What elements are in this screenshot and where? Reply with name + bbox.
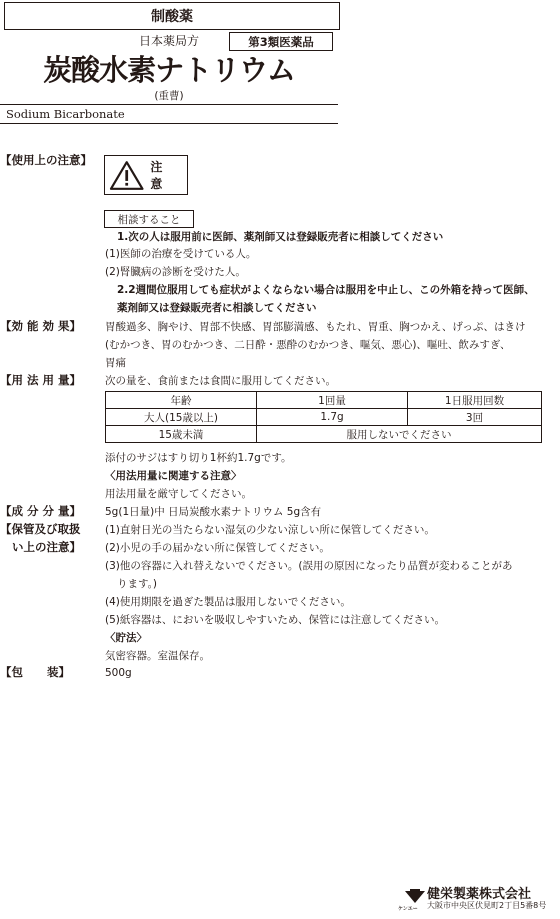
caution-label: 注 意 <box>150 160 166 191</box>
storage-item: (4)使用期限を過ぎた製品は服用しないでください。 <box>105 596 351 608</box>
dosage-related-heading: 〈用法用量に関連する注意〉 <box>105 470 242 482</box>
storage-label: 【保管及び取扱 <box>0 522 81 536</box>
storage-label-cont: い上の注意】 <box>12 540 81 554</box>
header-divider-bottom <box>0 123 338 124</box>
efficacy-line: 胃酸過多、胸やけ、胃部不快感、胃部膨満感、もたれ、胃重、胸つかえ、げっぷ、はきけ <box>105 321 526 333</box>
package-label: 【包 装】 <box>0 665 71 679</box>
table-cell: 15歳未満 <box>106 426 257 443</box>
efficacy-line: 胃痛 <box>105 357 126 369</box>
ingredients-text: 5g(1日量)中 日局炭酸水素ナトリウム 5g含有 <box>105 506 322 518</box>
storage-item: (3)他の容器に入れ替えないでください。(誤用の原因になったり品質が変わることがあ <box>105 560 513 572</box>
table-cell: 服用しないでください <box>257 426 542 443</box>
dosage-label: 【用 法 用 量】 <box>0 373 82 387</box>
storage-item: (1)直射日光の当たらない湿気の少ない涼しい所に保管してください。 <box>105 524 435 536</box>
table-header-cell: 1日服用回数 <box>408 392 542 409</box>
storage-method-heading: 〈貯法〉 <box>105 632 147 644</box>
company-address: 大阪市中央区伏見町2丁目5番8号 <box>427 901 547 910</box>
category-label: 制酸薬 <box>151 9 193 25</box>
dosage-intro: 次の量を、食前または食間に服用してください。 <box>105 375 336 387</box>
logo-text: ケンエー <box>398 906 418 912</box>
precautions-label: 【使用上の注意】 <box>0 153 92 167</box>
dosage-related-text: 用法用量を厳守してください。 <box>105 488 252 500</box>
warning-triangle-icon <box>109 159 144 191</box>
consult-label: 相談すること <box>117 213 181 226</box>
storage-method-text: 気密容器。室温保存。 <box>105 650 210 662</box>
precaution-item: (1)医師の治療を受けている人。 <box>105 248 257 260</box>
company-name: 健栄製薬株式会社 <box>427 887 532 902</box>
product-title: 炭酸水素ナトリウム <box>43 53 295 87</box>
table-row <box>106 426 542 443</box>
table-cell: 大人(15歳以上) <box>106 409 257 426</box>
category-box <box>4 2 340 30</box>
consult-box <box>104 210 194 228</box>
storage-item: ります。) <box>117 578 158 590</box>
storage-item: (5)紙容器は、においを吸収しやすいため、保管には注意してください。 <box>105 614 445 626</box>
caution-box <box>104 155 188 195</box>
table-cell: 1.7g <box>257 409 408 426</box>
precaution-item: 薬剤師又は登録販売者に相談してください <box>117 302 317 314</box>
header-divider <box>0 104 338 105</box>
table-header-row <box>106 392 542 409</box>
precaution-item: (2)腎臓病の診断を受けた人。 <box>105 266 246 278</box>
precaution-item: 1.次の人は服用前に医師、薬剤師又は登録販売者に相談してください <box>117 231 444 243</box>
common-name: (重曹) <box>154 90 184 102</box>
table-header-cell: 年齢 <box>106 392 257 409</box>
drug-class-label: 第3類医薬品 <box>248 34 314 49</box>
efficacy-label: 【効 能 効 果】 <box>0 319 82 333</box>
table-row <box>106 409 542 426</box>
precaution-item: 2.2週間位服用しても症状がよくならない場合は服用を中止し、この外箱を持って医師、 <box>117 284 535 296</box>
ingredients-label: 【成 分 分 量】 <box>0 504 82 518</box>
table-header-cell: 1回量 <box>257 392 408 409</box>
dosage-table <box>105 391 542 443</box>
dosage-note: 添付のサジはすり切り1杯約1.7gです。 <box>105 452 292 464</box>
pharmacopoeia-label: 日本薬局方 <box>138 34 199 48</box>
english-name: Sodium Bicarbonate <box>6 107 125 121</box>
table-cell: 3回 <box>408 409 542 426</box>
package-text: 500g <box>105 667 132 679</box>
efficacy-line: (むかつき、胃のむかつき、二日酔・悪酔のむかつき、嘔気、悪心)、嘔吐、飲みすぎ、 <box>105 339 511 351</box>
storage-item: (2)小児の手の届かない所に保管してください。 <box>105 542 330 554</box>
